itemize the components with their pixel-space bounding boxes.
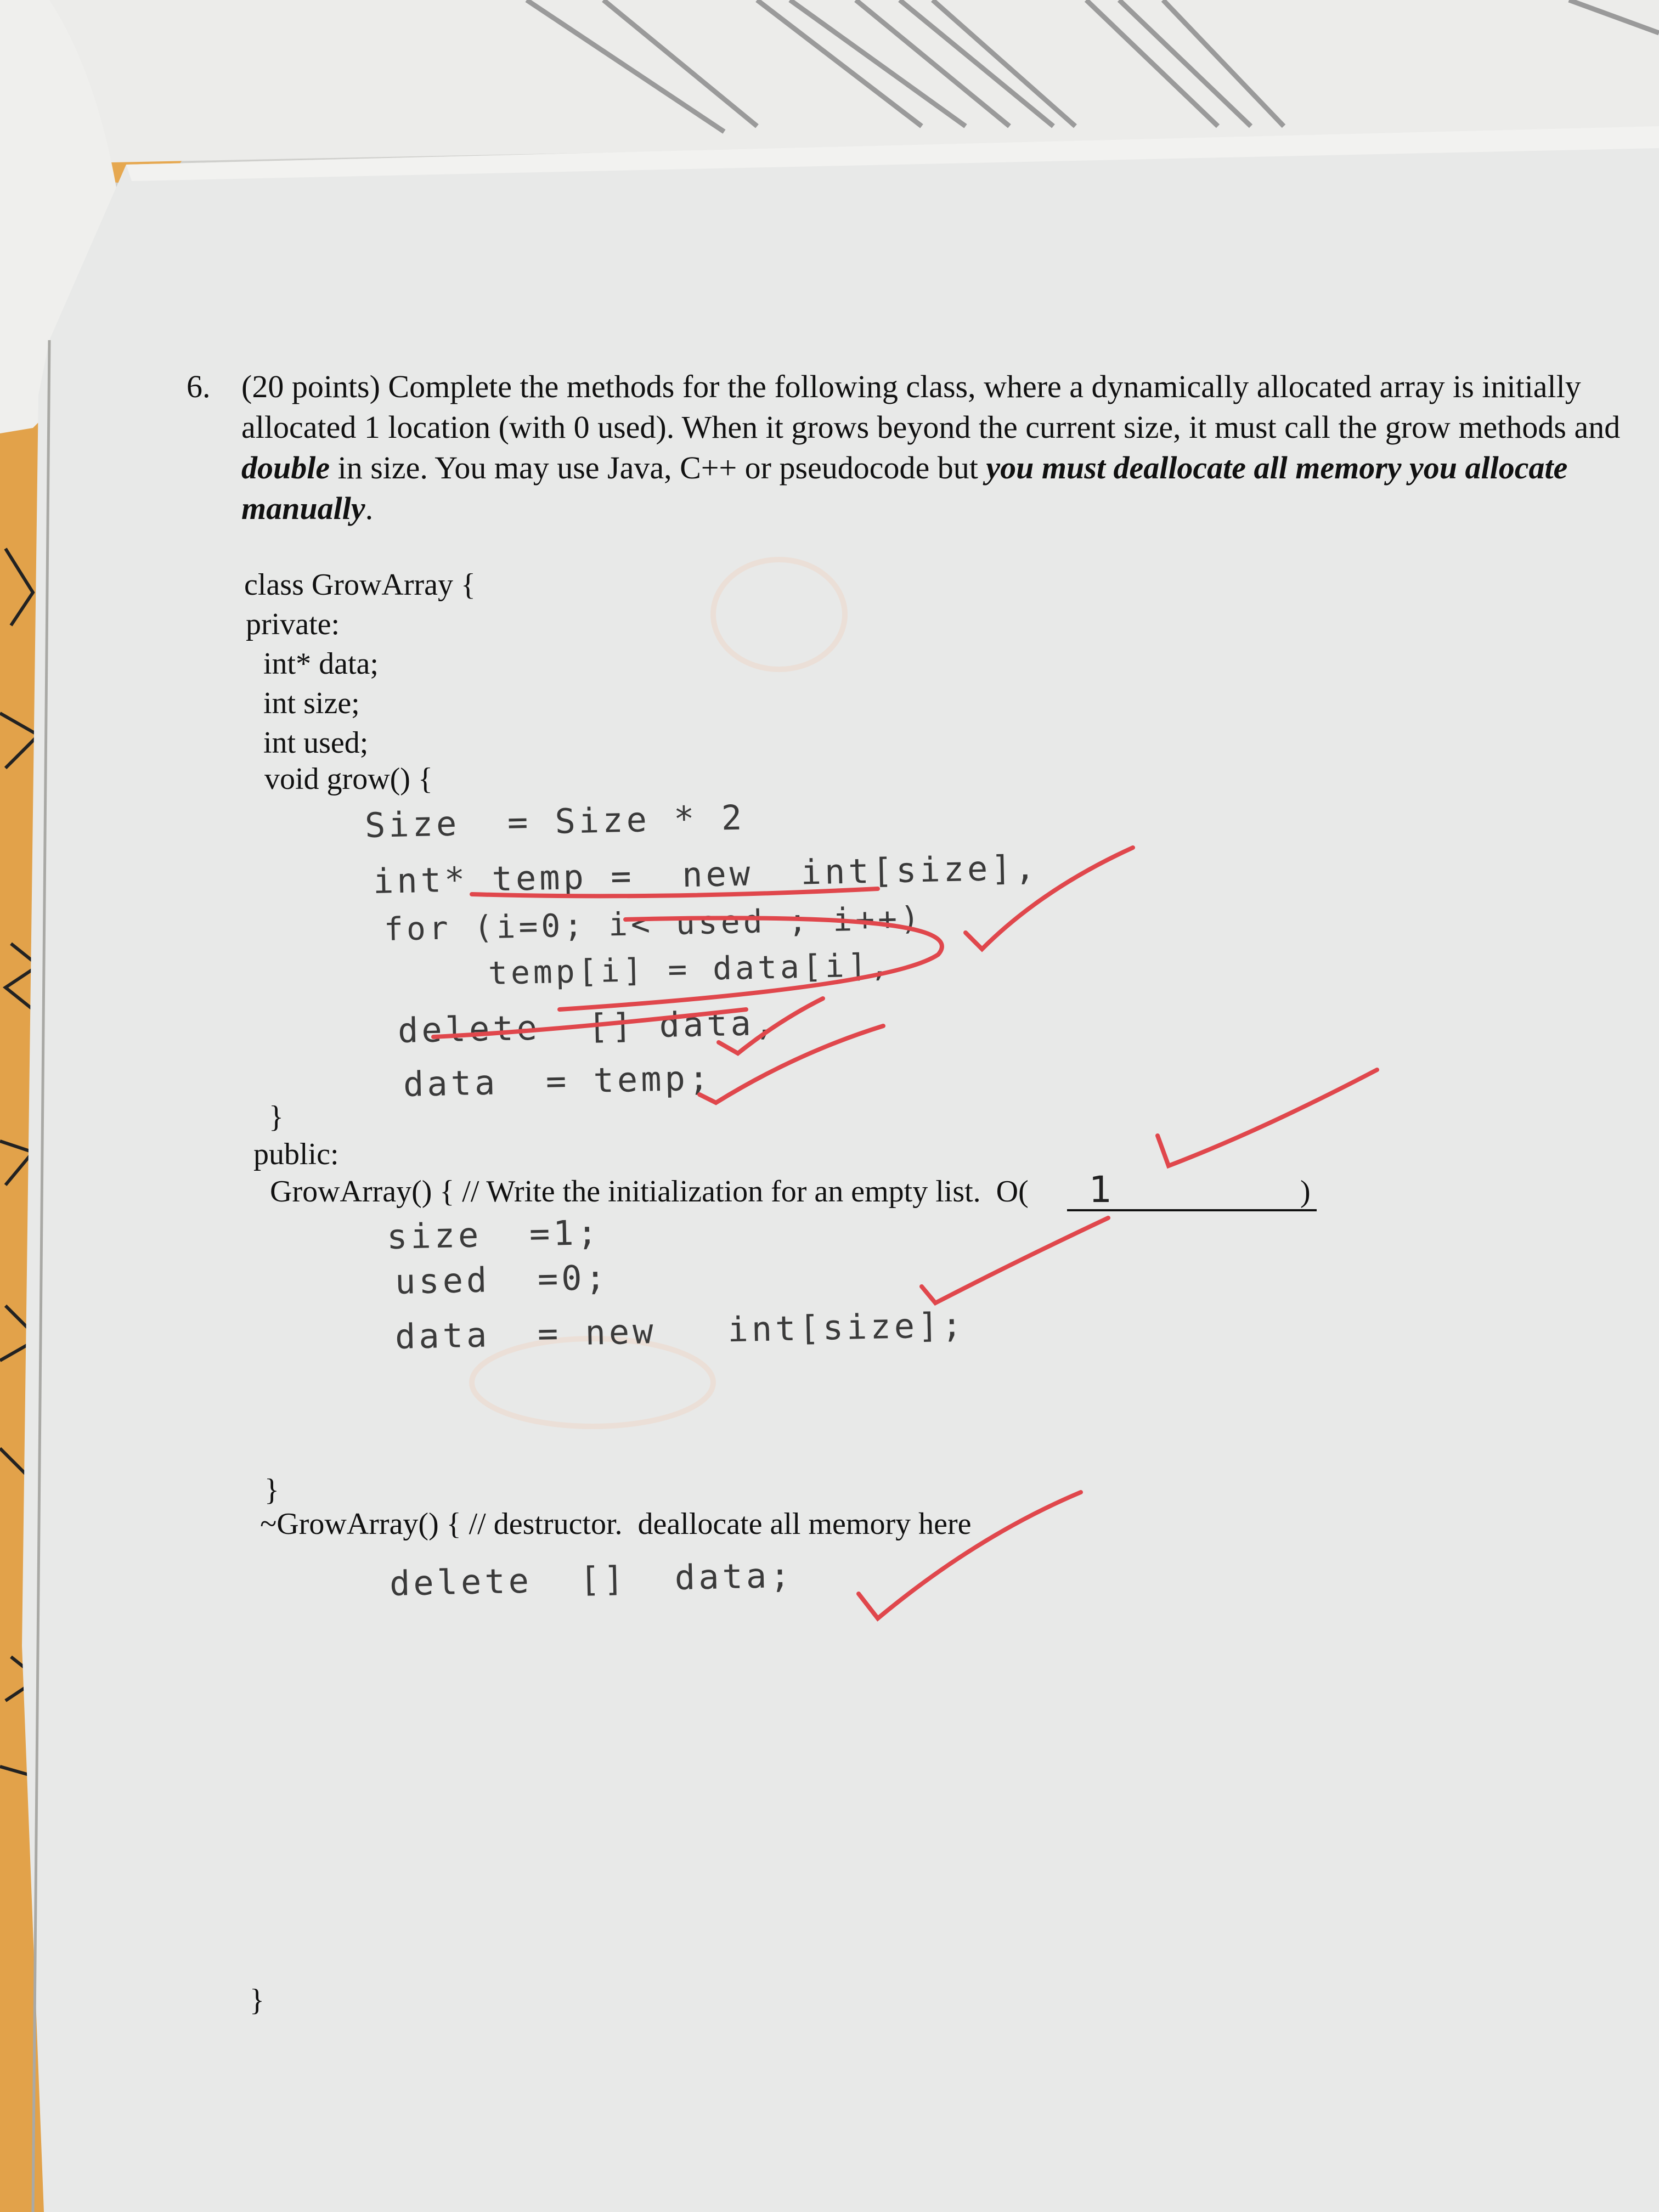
code-private: private:: [246, 607, 340, 641]
code-grow-signature: void grow() {: [264, 762, 433, 796]
code-field-data: int* data;: [263, 647, 379, 681]
hand-grow-line-5: delete [] data,: [397, 1002, 778, 1051]
code-ctor-signature: GrowArray() { // Write the initialization for an empty list. O(: [270, 1175, 1029, 1209]
code-ctor-paren-close: ): [1300, 1175, 1311, 1209]
hand-dtor-line: delete [] data;: [389, 1555, 794, 1604]
question-end: .: [365, 490, 374, 526]
hand-ctor-line-1: size =1;: [386, 1212, 601, 1257]
exam-sheet: [22, 126, 1659, 2212]
emphasis-double: double: [241, 450, 330, 486]
code-ctor-close: }: [264, 1473, 279, 1507]
complexity-answer: 1: [1089, 1169, 1112, 1211]
code-field-used: int used;: [263, 726, 369, 760]
code-class-line: class GrowArray {: [244, 568, 476, 602]
code-dtor-signature: ~GrowArray() { // destructor. deallocate all memory here: [260, 1507, 972, 1541]
code-class-close: }: [250, 1983, 264, 2017]
code-grow-close: }: [269, 1100, 284, 1134]
hand-grow-line-4: temp[i] = data[i],: [488, 946, 893, 992]
hand-grow-line-6: data = temp;: [403, 1058, 713, 1104]
hand-grow-line-1: Size = Size * 2: [364, 797, 746, 845]
question-intro: (20 points) Complete the methods for the following class, where a dynamically allocated array is initially allocated 1 location (with 0 used). When it grows beyond the current size, it must call the grow methods and: [241, 369, 1621, 445]
hand-ctor-line-2: used =0;: [394, 1257, 610, 1302]
code-field-size: int size;: [263, 686, 360, 720]
emphasis-deallocate: you must deallocate all memory you allocate manually: [241, 450, 1568, 526]
hand-ctor-line-3: data = new int[size];: [394, 1305, 966, 1357]
question-number: 6.: [187, 369, 211, 404]
code-public: public:: [253, 1137, 339, 1171]
question-mid: in size. You may use Java, C++ or pseudocode but: [330, 450, 986, 486]
hand-grow-line-2: int* temp = new int[size],: [373, 847, 1039, 901]
hand-grow-line-3: for (i=0; i< used ; i++): [383, 899, 923, 948]
